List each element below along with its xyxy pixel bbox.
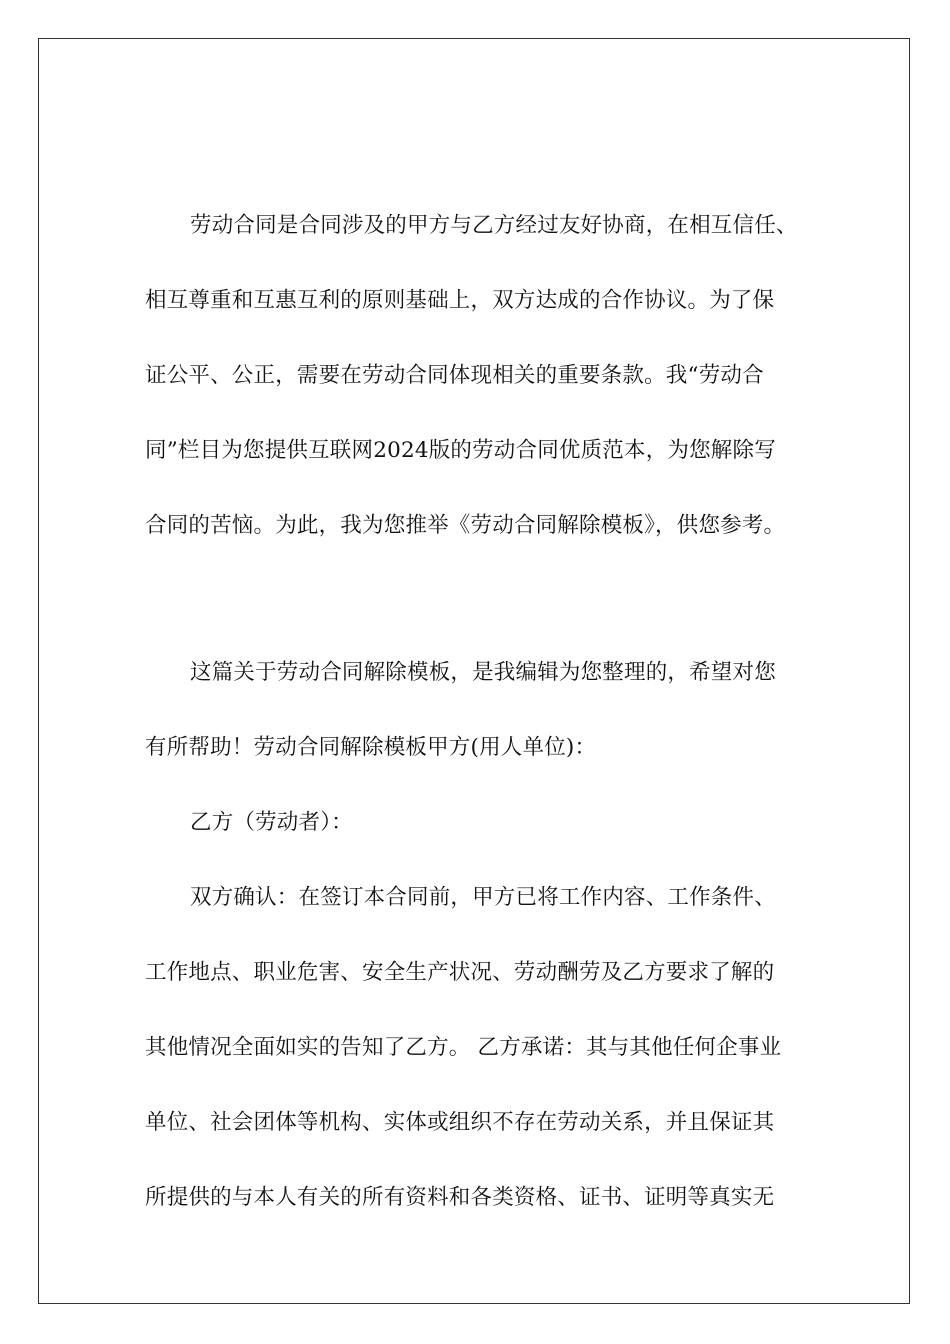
- paragraph-2-line-2: 有所帮助！劳动合同解除模板甲方(用人单位)：: [145, 735, 597, 760]
- paragraph-4-line-2: 工作地点、职业危害、安全生产状况、劳动酬劳及乙方要求了解的: [145, 960, 775, 985]
- paragraph-1-line-1: 劳动合同是合同涉及的甲方与乙方经过友好协商，在相互信任、: [190, 213, 798, 238]
- paragraph-1-line-2: 相互尊重和互惠互利的原则基础上，双方达成的合作协议。为了保: [145, 288, 775, 313]
- paragraph-1-line-3: 证公平、公正，需要在劳动合同体现相关的重要条款。我“劳动合: [145, 363, 764, 388]
- paragraph-1-line-5: 合同的苦恼。为此，我为您推举《劳动合同解除模板》，供您参考。: [145, 513, 786, 538]
- paragraph-4-line-5: 所提供的与本人有关的所有资料和各类资格、证书、证明等真实无: [145, 1185, 775, 1210]
- paragraph-3-line-1: 乙方（劳动者）：: [190, 810, 353, 835]
- paragraph-4-line-3: 其他情况全面如实的告知了乙方。 乙方承诺：其与其他任何企事业: [145, 1035, 782, 1060]
- paragraph-4-line-1: 双方确认：在签订本合同前，甲方已将工作内容、工作条件、: [190, 885, 776, 910]
- paragraph-4-line-4: 单位、社会团体等机构、实体或组织不存在劳动关系，并且保证其: [145, 1110, 775, 1135]
- paragraph-1-line-4: 同”栏目为您提供互联网2024版的劳动合同优质范本，为您解除写: [145, 438, 776, 463]
- paragraph-2-line-1: 这篇关于劳动合同解除模板，是我编辑为您整理的，希望对您: [190, 660, 776, 685]
